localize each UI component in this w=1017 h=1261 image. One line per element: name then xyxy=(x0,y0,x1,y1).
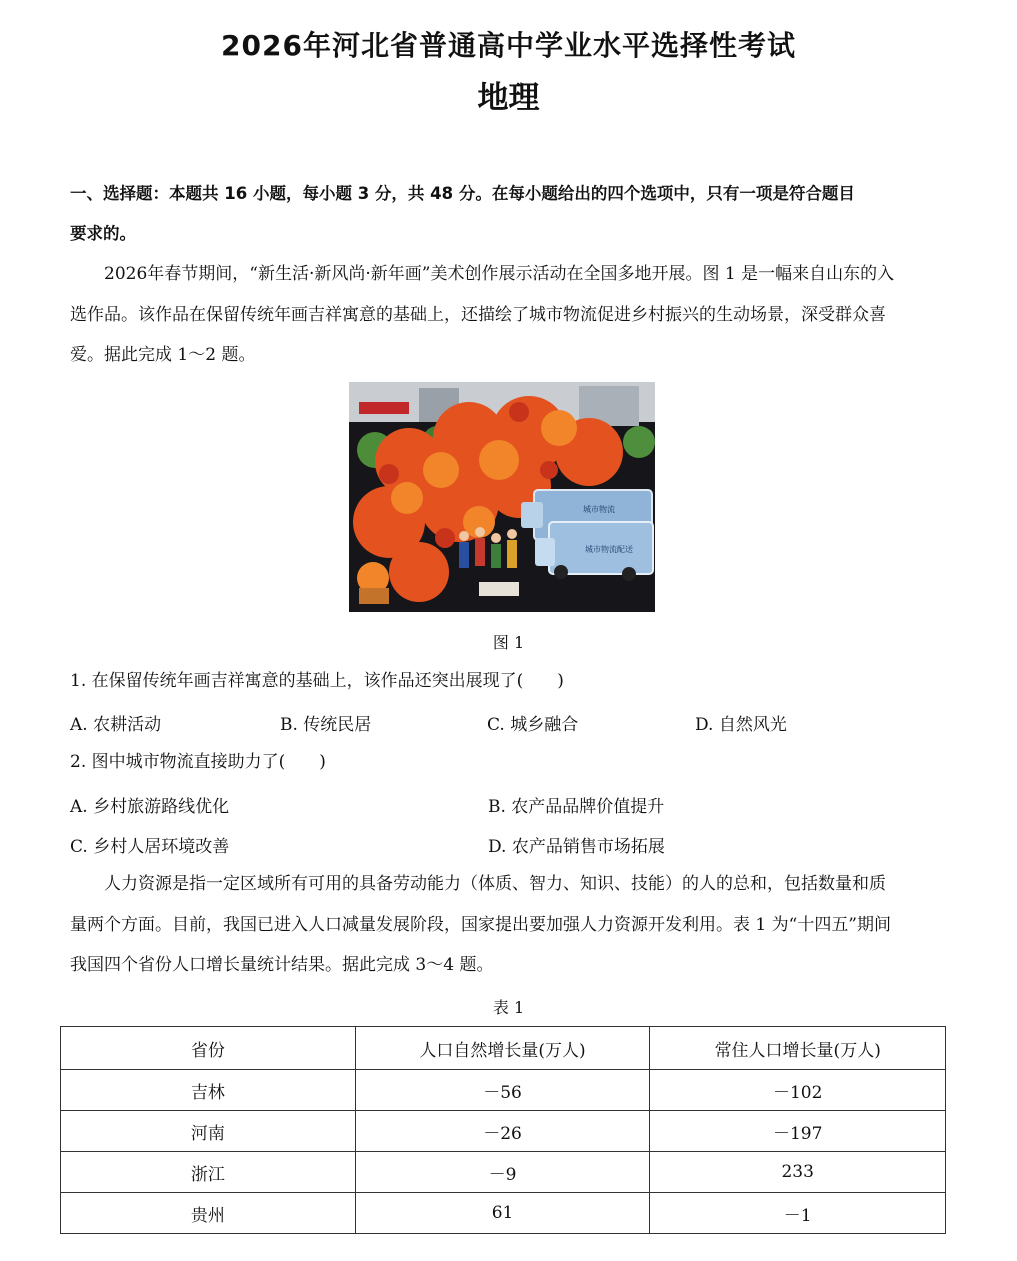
passage2-line1: 人力资源是指一定区域所有可用的具备劳动能力（体质、智力、知识、技能）的人的总和，包括数量和质 xyxy=(104,874,886,894)
q1-option-a[interactable]: A. 农耕活动 xyxy=(70,715,162,735)
q2-option-c[interactable]: C. 乡村人居环境改善 xyxy=(70,837,230,857)
q1-option-c[interactable]: C. 城乡融合 xyxy=(487,715,579,735)
table-header-resident-growth: 常住人口增长量(万人) xyxy=(650,1027,946,1070)
table-header-row xyxy=(61,1027,946,1070)
exam-subject: 地理 xyxy=(477,80,540,116)
table-row xyxy=(61,1152,946,1193)
passage1-line3: 爱。据此完成 1～2 题。 xyxy=(70,345,256,365)
exam-title: 2026年河北省普通高中学业水平选择性考试 xyxy=(221,29,796,62)
table-header-natural-growth: 人口自然增长量(万人) xyxy=(355,1027,650,1070)
table-row xyxy=(61,1111,946,1152)
table-cell-province: 河南 xyxy=(61,1111,356,1152)
figure1-painting xyxy=(349,382,655,612)
passage1-line1: 2026年春节期间，“新生活·新风尚·新年画”美术创作展示活动在全国多地开展。图 1 是一幅来自山东的入 xyxy=(104,264,895,284)
population-table xyxy=(60,1026,946,1234)
table-header-province: 省份 xyxy=(61,1027,356,1070)
figure1-caption: 图 1 xyxy=(492,633,525,652)
q2-option-b[interactable]: B. 农产品品牌价值提升 xyxy=(488,797,665,817)
q2-option-d[interactable]: D. 农产品销售市场拓展 xyxy=(488,837,665,857)
table-cell-province: 浙江 xyxy=(61,1152,356,1193)
q2-stem: 2. 图中城市物流直接助力了( ) xyxy=(70,752,326,772)
q1-option-d[interactable]: D. 自然风光 xyxy=(695,715,787,735)
table-cell-province: 贵州 xyxy=(61,1193,356,1234)
passage1-line2: 选作品。该作品在保留传统年画吉祥寓意的基础上，还描绘了城市物流促进乡村振兴的生动场景，深受群众喜 xyxy=(70,305,886,325)
table-cell-resident-growth: 233 xyxy=(650,1152,946,1193)
truck-label-2: 城市物流配送 xyxy=(585,545,633,554)
table-cell-natural-growth: －9 xyxy=(355,1152,650,1193)
q2-option-a[interactable]: A. 乡村旅游路线优化 xyxy=(70,797,230,817)
table-row xyxy=(61,1070,946,1111)
table-cell-resident-growth: －102 xyxy=(650,1070,946,1111)
q1-option-b[interactable]: B. 传统民居 xyxy=(280,715,372,735)
q1-stem: 1. 在保留传统年画吉祥寓意的基础上，该作品还突出展现了( ) xyxy=(70,671,564,691)
table-cell-natural-growth: －26 xyxy=(355,1111,650,1152)
new-year-painting-illustration xyxy=(349,382,655,612)
table1-caption: 表 1 xyxy=(492,998,525,1017)
table-cell-resident-growth: －1 xyxy=(650,1193,946,1234)
table-cell-resident-growth: －197 xyxy=(650,1111,946,1152)
section-heading-line2: 要求的。 xyxy=(70,224,136,243)
truck-label-1: 城市物流 xyxy=(583,505,615,514)
table-cell-province: 吉林 xyxy=(61,1070,356,1111)
passage2-line2: 量两个方面。目前，我国已进入人口减量发展阶段，国家提出要加强人力资源开发利用。表 1 为“十四五”期间 xyxy=(70,915,892,935)
table-cell-natural-growth: 61 xyxy=(355,1193,650,1234)
table-row xyxy=(61,1193,946,1234)
section-heading-line1: 一、选择题：本题共 16 小题，每小题 3 分，共 48 分。在每小题给出的四个选项中，只有一项是符合题目 xyxy=(70,184,855,203)
passage2-line3: 我国四个省份人口增长量统计结果。据此完成 3～4 题。 xyxy=(70,955,494,975)
table-cell-natural-growth: －56 xyxy=(355,1070,650,1111)
